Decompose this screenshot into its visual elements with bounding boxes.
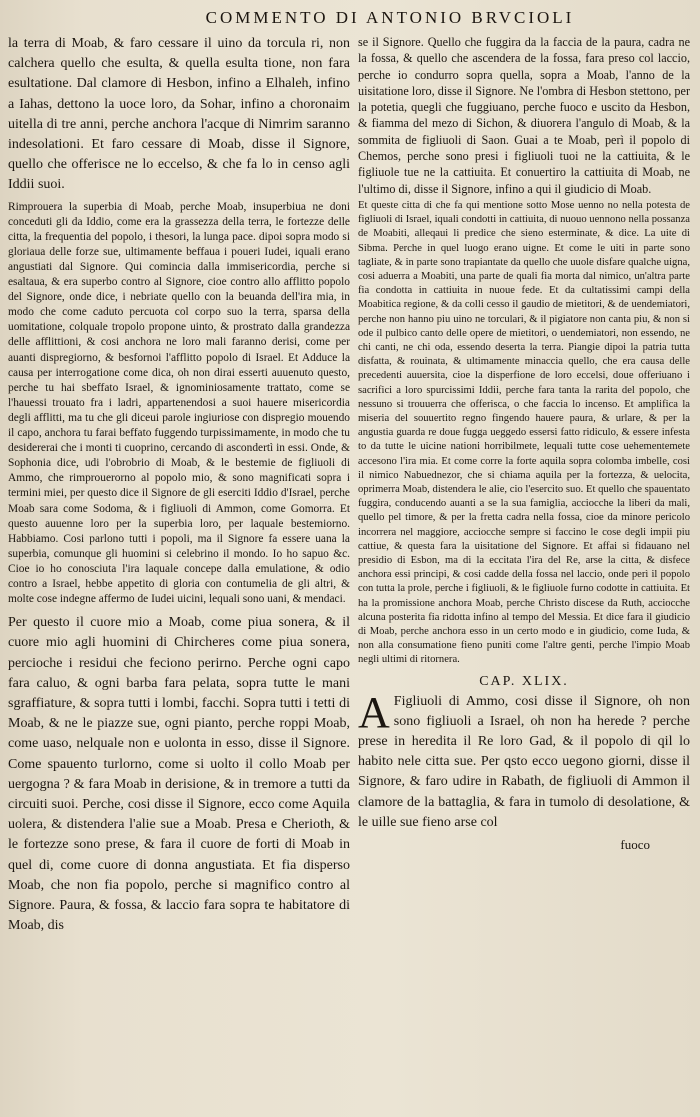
scripture-continuation: se il Signore. Quello che fuggira da la faccia de la paura, cadra ne la fossa, & quello che ascendera de la fossa, fara preso col laccio, perche io condurro sopra quella, sopra a Moab, l'anno de la uisitatione loro, disse il Signore. Ne l'ombra di Hesbon stettono, per la potetia, quegli che fuggiuano, perche fuoco e uscito da Hesbon, & fiamma del mezo di Sichon, & diuorera l'angulo di Moab, & la sommita de figliuoli di Saon. Guai a te Moab, perì il popolo di Chemos, perche sono presi i figliuoli tuoi ne la cattiuita, & le figliuole tue ne la cattiuita. Et conuertiro la cattiuita di Moab, ne l'ultimo di, disse il Signore, infino a qui il giudicio di Moab. (358, 35, 690, 196)
scripture-passage-2: Per questo il cuore mio a Moab, come piua sonera, & il cuore mio agli huomini di Chircheres come piua sonera, percioche i residui che feciono perirno. Perche ogni capo fara caluo, & ogni barba fara pelata, sopra tutte le mani sgraffiature, & sopra tutti i lombi, facchi. Sopra tutti i tetti di Moab, & ne le piazze sue, ogni pianto, perche roppi Moab, come uaso, nelquale non e uolonta in esso, disse il Signore. Come spauento turlorno, come si uolto il collo Moab per uergogna ? & fara Moab in derisione, & in tremore a tutti da circuiti suoi. Perche, cosi disse il Signore, ecco come Aquila uolera, & distendera l'alie sue a Moab. Presa e Cherioth, & le fortezze sono prese, & fara il cuore de forti di Moab in quel di, come cuore di donna angustiata. Et fia disperso Moab, che non fia popolo, perche si magnifico contro al Signore. Paura, & fossa, & laccio fara sopra te habitatore di Moab, dis (8, 615, 350, 934)
left-column (8, 34, 350, 1109)
scripture-passage-3-text: Figliuoli di Ammo, cosi disse il Signore, oh non sono figliuoli a Israel, oh non ha herede ? perche prese in heredita il Re loro Gad, & il popolo di qil lo habito nele citta sue. Per qsto ecco uegono giorni, disse il Signore, & faro udire in Rabath, de figliuoli di Ammon il clamore de la battaglia, & fara in tumolo di desolatione, & le uille sue fieno arse col (358, 693, 690, 830)
catchword: fuoco (620, 837, 650, 853)
commentary-passage-1: Rimprouera la superbia di Moab, perche Moab, insuperbiua ne doni conceduti gli da Iddio, come era la grassezza della terra, le fortezze delle citta, la frequentia del popolo, i thesori, la lunga pace. dipoi sopra modo si gloriaua delle forze sue, ultimamente beffaua i poueri Iudei, iquali erano angustiati dal Signore. Qui comincia dalla immisericordia, perche si esaltaua, & era superbo contro al Signore, cioe contro allo afflitto popolo del Signore, onde dice, i nebriate quello con la beuanda dell'ira mia, in modo che come caduto percuota col corpo suo la terra, sparsa della uomitatione, colquale tropolo propone uinto, & prostrato dalla grandezza delle afflittioni, & cosi anchora ne loro mali faranno derisi, come per auanti dispregiorno, & besfornoi l'afflitto popolo di Israel. Et Adduce la causa per interrogatione come dica, oh non dirai esserti auuenuto questo, perche tu hai sbeffato Israel, & ignominiosamente trattato, come se l'hauessi trouato fra i ladri, appartenendosi a suoi hauere misericordia degli afflitti, ma tu che gli diceui parole ingiuriose con dispregio mouendo il capo, anchora tu farai beffato fuggendo turpissimamente, in modo che tu desidererai che i monti ti cuoprino, cercando di ascondertì in essi. Onde, & Sophonia dice, udi l'obrobrio di Moab, & le bestemie de figliuoli di Ammo, che rimprouerorno al popolo mio, & sono magnificati sopra i termini miei, per questo dice il Signore de gli eserciti Iddio d'Israel, perche Moab sara come Sodoma, & i figliuoli di Ammon, come Gomorra. Et questo auuenne loro per la superbia loro, per laquale bestemiorno. Habbiamo. Cosi parlono tutti i popoli, ma il Signore fa essere uana la superbia, comunque gli huomini si celebrino il mondo. Io ho sapuo &c. Cioe io ho conosciuta l'ira laquale concepe dalla emulatione, & odio contro a Israel, hebbe appetito di gloria con contumelia de gli altri, & molte cose indegne affermo de Iudei uicini, lequali sono uani, & mendaci. (8, 200, 350, 606)
scripture-passage-1: la terra di Moab, & faro cessare il uino da torcula ri, non calchera quello che esulta, & quella esulta tione, non fara esultatione. Dal clamore di Hesbon, infino a Elhaleh, infino a Iahas, dettono la uoce loro, da Sohar, infino a choronaim uitella di tre anni, perche anchora l'acque di Nimrim saranno indesolationi. Et faro cessare di Moab, disse il Signore, quello che offerisce ne lo eccelso, & che fa lo in censo agli Iddii suoi. (8, 36, 350, 193)
drop-cap: A (358, 687, 390, 737)
commentary-passage-2: Et queste citta di che fa qui mentione sotto Mose uenno no nella potesta de figliuoli di Israel, iquali condotti in cattiuita, di nuouo uennono nella possanza de Moabiti, alleqaui li predice che sieno esterminate, & dice. La uite di Sibma. Perche in quel luogo erano uigne. Et come le uiti in parte sono tagliate, & in parte sono trapiantate da quello che uuole disfare qualche uigna, cosi aduerra a Moabiti, una parte de quali fia morta dal nimico, un'altra parte fia condotta in cattiuita in nuoue fede. Et da cultatissimi campi della Moabitica regione, & da colli cesso il gaudio de mietitori, & de uendemiatori, perche non hanno piu uino ne torculari, & il pigiatore non canta piu, & non si ode il pulbico canto delle opere de mietitori, o uendemiatori, non essendo, ne chi canti, ne chi oda, essendo deserta la terra. Piangie dipoi la patria tutta disfatta, & rouinata, & ultimamente minaccia quello, che era causa delle precedenti auuersita, cioe la disperfione de loro eccelsi, doue offeriuano i sacrifici a loro spurcissimi Iddii, perche fara tanta la rarita del popolo, che nessuno si trouuerra che offerisca, o che faccia lo incenso. Et amplifica la miseria del souuertito regno fingendo hauere paura, & urlare, & per la angustia guarda re doue fugga ueggedo essersi fatto ridiculo, & essere infesta to da tutte le uicine nationi horribilmete, lequali tutte cose uehementemete accesono l'ira mia. Et come corre la forte aquila sopra colomba imbelle, cosi il nimico Nabuednezor, che si chiama aquila per la fortezza, & uelocita, oprimerra Moab, distendera le alie, cio l'esercito suo. Et quello che spauentato fuggira, conducendo auanti a se la sua famiglia, acciocche la liberi da mali, quello pel timore, & per la fretta cadra nella fossa, cioe da minore pericolo incorrera nel maggiore, acciocche sempre si faccino le cose degli impii piu cattiue, & questa fara la uisitatione del Signore. Et affai si fidauano nel presidio di Esbon, ma di la eccitata l'ira del Re, arse la citta, & disfece anchora essi principi, & cosi cadde della fossa nel laccio, onde perì il popolo con tutta la prole, perche i figliuoli, & le figliuole furno codotte in cattiuita. Et ha la promissione anchora Moab, perche Christo discese da Ruth, acciocche alcuna posterita fia ridotta infino al tempo del Messia. Et dice fara il giudicio di Moab, perche anchora esso in un certo modo e in giudicio, come Iuda, & non alla consumatione fieno puniti come l'altre genti, perche l'impio Moab negli ultimi di ritornera. (358, 199, 690, 666)
scripture-passage-3 (358, 687, 690, 833)
chapter-heading: CAP. XLIX. (479, 673, 569, 689)
running-head: COMMENTO DI ANTONIO BRVCIOLI (205, 8, 575, 27)
right-column (358, 34, 690, 1109)
